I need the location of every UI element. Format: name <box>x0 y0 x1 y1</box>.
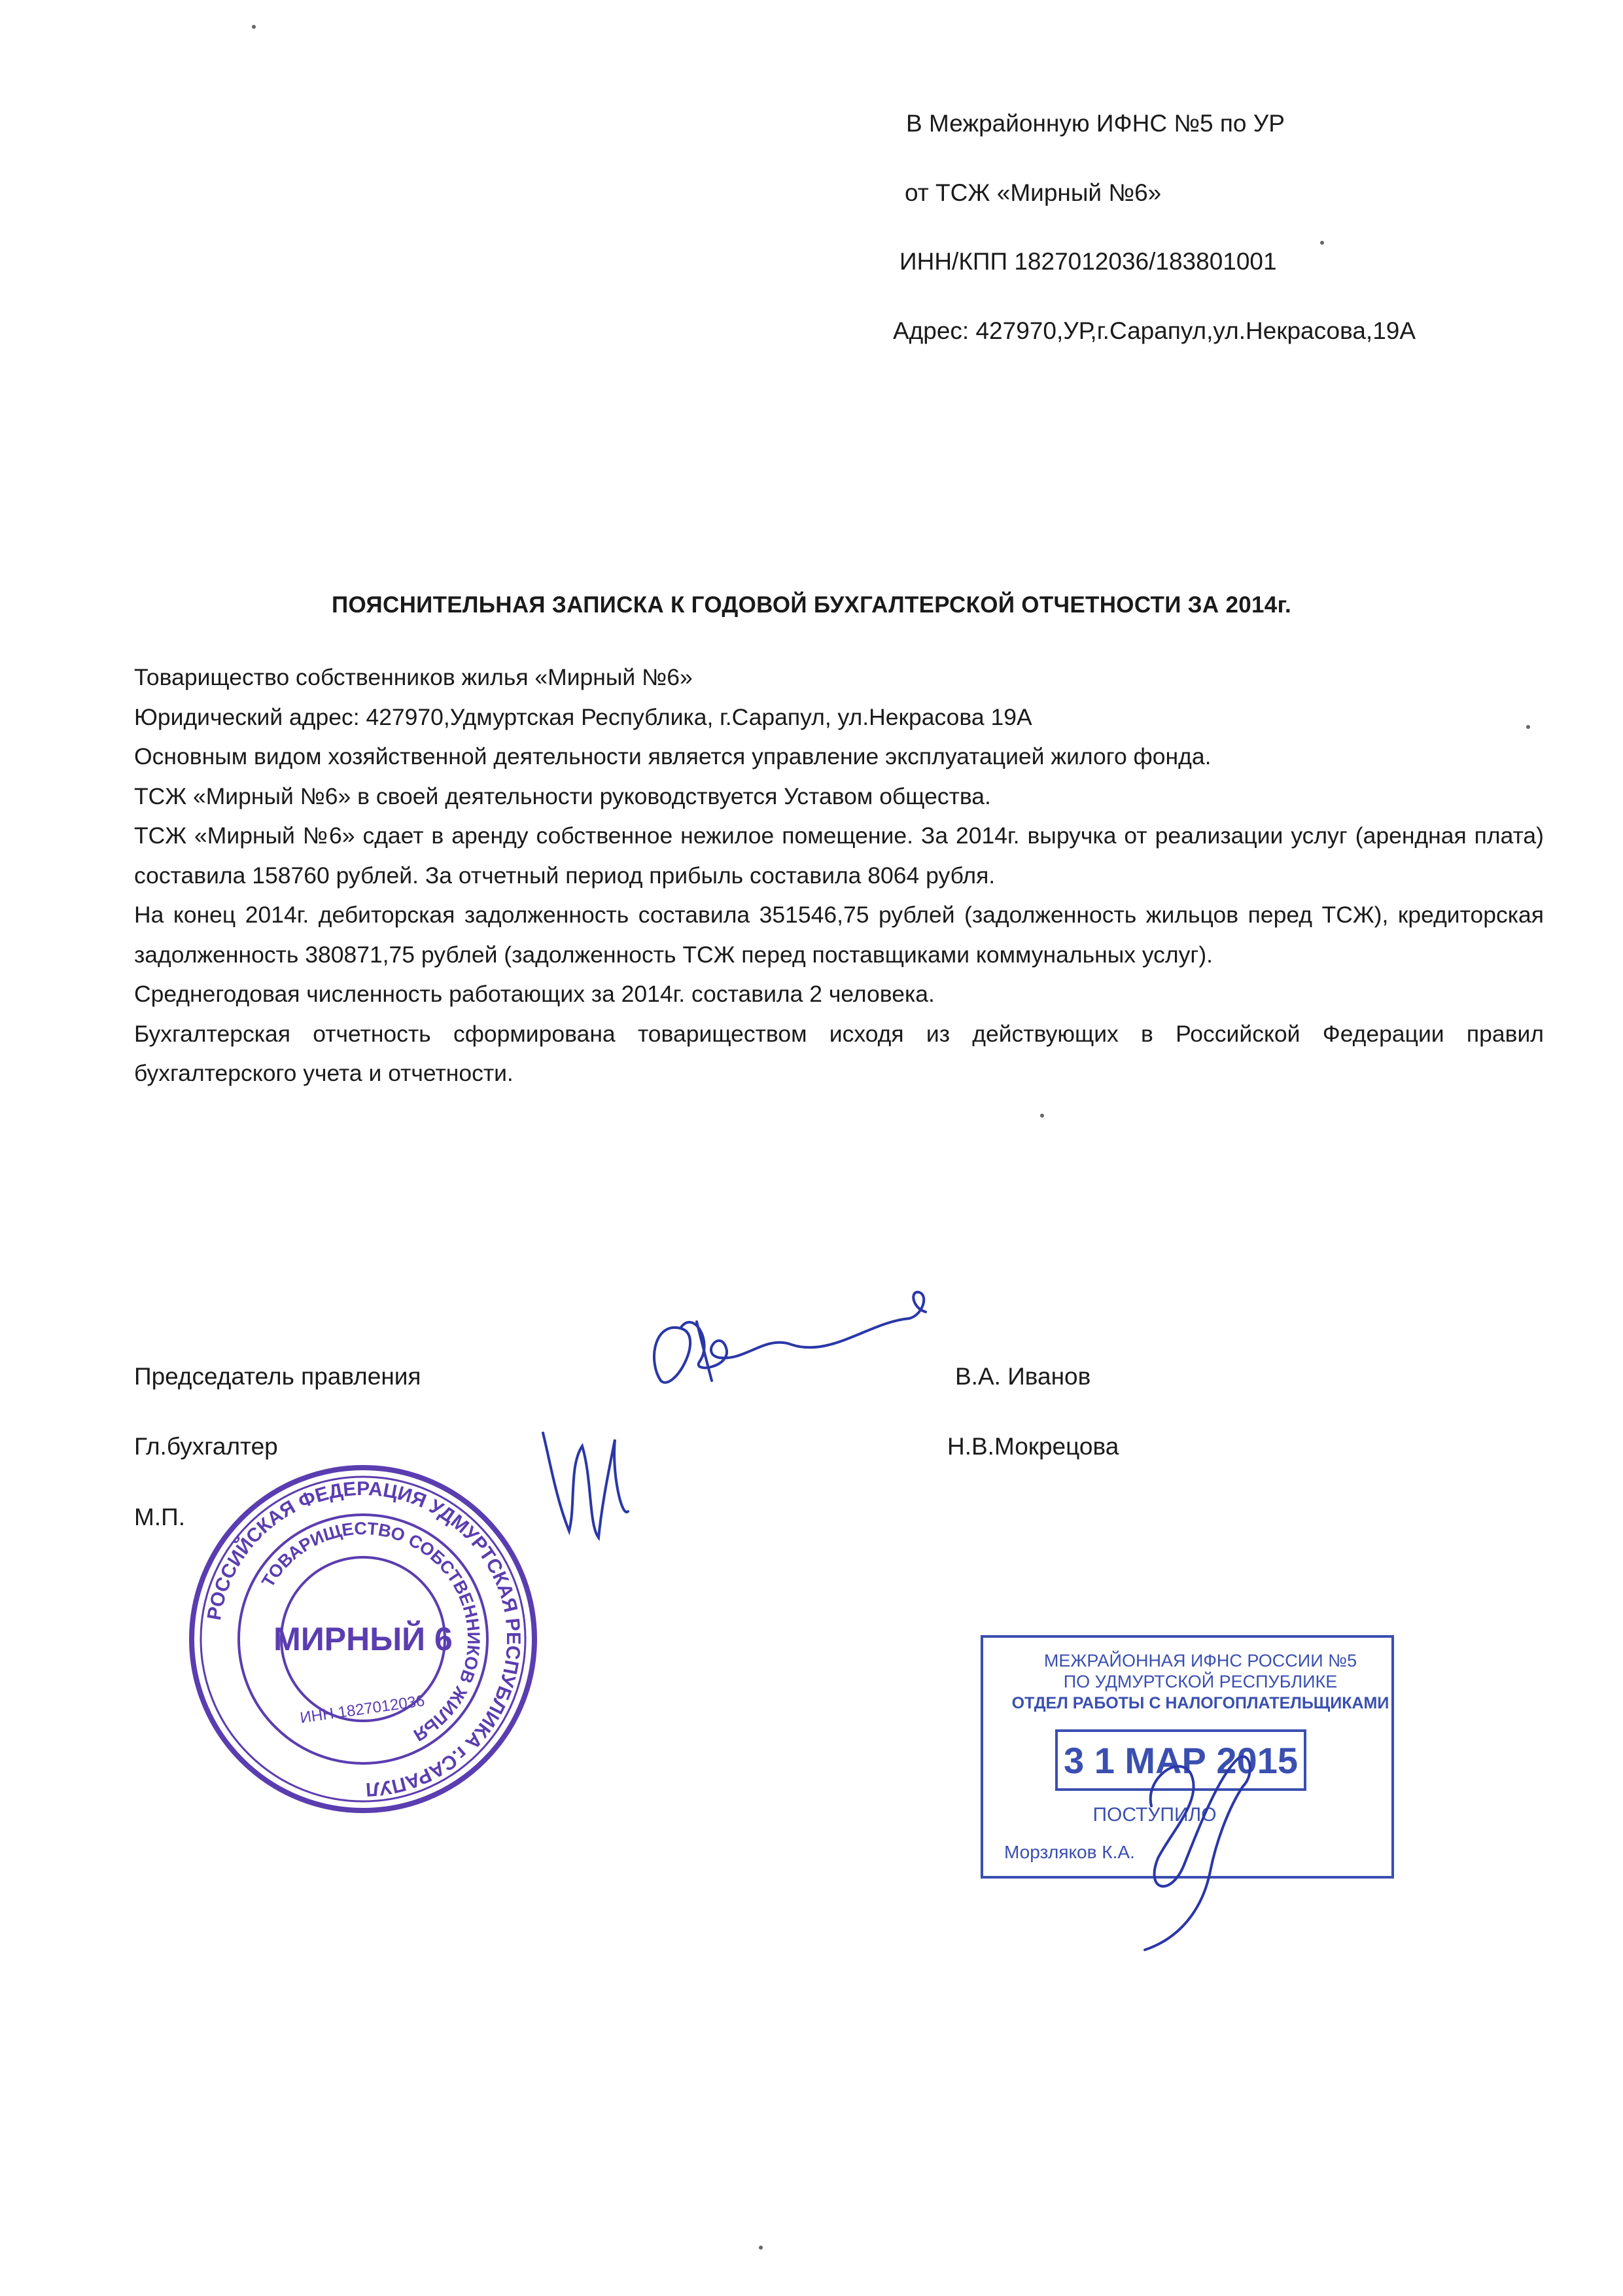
scan-speck <box>1040 1114 1044 1118</box>
sender-line: от ТСЖ «Мирный №6» <box>905 179 1162 206</box>
scan-speck <box>1320 241 1324 245</box>
paragraph-org-name: Товарищество собственников жилья «Мирный №6» <box>134 664 693 690</box>
stamp-outer-text: РОССИЙСКАЯ ФЕДЕРАЦИЯ УДМУРТСКАЯ РЕСПУБЛИКА г.САРАПУЛ <box>203 1477 525 1801</box>
seal-label: М.П. <box>134 1504 185 1530</box>
tax-stamp-received: ПОСТУПИЛО <box>1092 1804 1217 1826</box>
tax-stamp-line2: ПО УДМУРТСКОЙ РЕСПУБЛИКЕ <box>1063 1672 1338 1691</box>
note-body <box>134 658 1544 1093</box>
tax-stamp-date: 3 1 МАР 2015 <box>1064 1740 1298 1781</box>
stamp-inner-text: ТОВАРИЩЕСТВО СОБСТВЕННИКОВ ЖИЛЬЯ <box>258 1518 484 1746</box>
chairman-name: В.А. Иванов <box>955 1363 1091 1390</box>
paragraph-reporting: Бухгалтерская отчетность сформирована товариществом исходя из действующих в Российской Федерации правил бухгалтерского учета и отчетности. <box>134 1020 1544 1086</box>
paragraph-staff: Среднегодовая численность работающих за 2014г. составила 2 человека. <box>134 981 935 1007</box>
tax-stamp-line3: ОТДЕЛ РАБОТЫ С НАЛОГОПЛАТЕЛЬЩИКАМИ <box>1011 1694 1389 1712</box>
paragraph-revenue: ТСЖ «Мирный №6» сдает в аренду собственное нежилое помещение. За 2014г. выручка от реализации услуг (арендная плата) составила 158760 рублей. За отчетный период прибыль составила 8064 рубля. <box>134 822 1544 889</box>
scan-speck <box>252 25 256 29</box>
tax-stamp-officer: Морзляков К.А. <box>1004 1842 1135 1862</box>
paragraph-charter: ТСЖ «Мирный №6» в своей деятельности руководствуется Уставом общества. <box>134 783 991 809</box>
stamp-center-text: МИРНЫЙ 6 <box>273 1621 453 1657</box>
chairman-label: Председатель правления <box>134 1363 421 1390</box>
paragraph-debts: На конец 2014г. дебиторская задолженность составила 351546,75 рублей (задолженность жильцов перед ТСЖ), кредиторская задолженность 380871,75 рублей (задолженность ТСЖ перед поставщиками коммунальных услуг). <box>134 902 1544 968</box>
document-title: ПОЯСНИТЕЛЬНАЯ ЗАПИСКА К ГОДОВОЙ БУХГАЛТЕРСКОЙ ОТЧЕТНОСТИ ЗА 2014г. <box>332 592 1291 618</box>
accountant-label: Гл.бухгалтер <box>134 1433 278 1460</box>
recipient-line: В Межрайонную ИФНС №5 по УР <box>906 110 1285 137</box>
officer-signature <box>1106 1701 1276 1963</box>
chairman-signature <box>635 1282 949 1439</box>
hoa-round-stamp <box>183 1459 543 1819</box>
scan-speck <box>759 2246 763 2250</box>
stamp-inn-text: ИНН 1827012036 <box>298 1691 426 1727</box>
paragraph-legal-address: Юридический адрес: 427970,Удмуртская Республика, г.Сарапул, ул.Некрасова 19А <box>134 703 1032 730</box>
paragraph-activity: Основным видом хозяйственной деятельности является управление эксплуатацией жилого фонда. <box>134 743 1212 769</box>
accountant-name: Н.В.Мокрецова <box>947 1433 1119 1460</box>
tax-stamp-line1: МЕЖРАЙОННАЯ ИФНС РОССИИ №5 <box>1043 1651 1357 1670</box>
scan-speck <box>1526 725 1530 729</box>
address-line: Адрес: 427970,УР,г.Сарапул,ул.Некрасова,19А <box>893 317 1416 344</box>
inn-kpp-line: ИНН/КПП 1827012036/183801001 <box>899 248 1277 275</box>
accountant-signature <box>530 1394 648 1564</box>
